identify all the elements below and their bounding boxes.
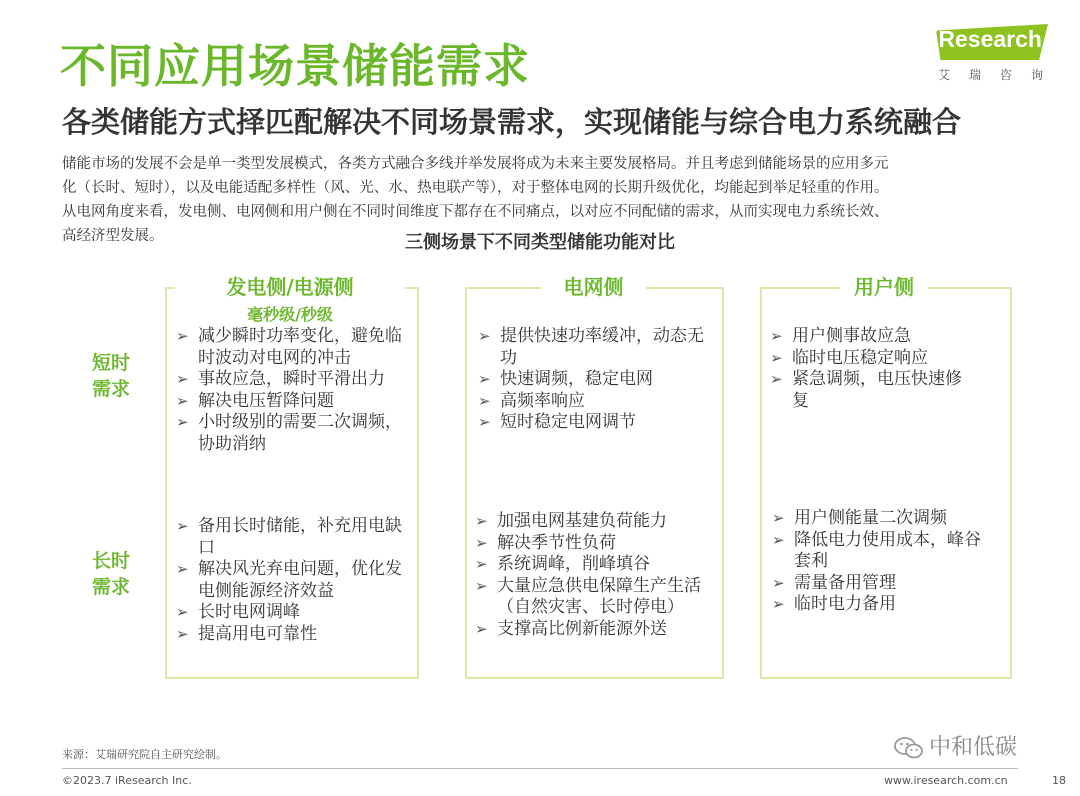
arrow-icon: ➢	[176, 517, 189, 535]
column-topline	[165, 287, 175, 289]
list-item-text: 提高用电可靠性	[198, 623, 317, 644]
arrow-icon: ➢	[176, 370, 189, 388]
arrow-icon: ➢	[176, 413, 189, 431]
logo-subtext: 艾瑞咨询	[938, 68, 1063, 82]
list-item-text: 提供快速功率缓冲，动态无功	[500, 326, 704, 368]
arrow-icon: ➢	[176, 560, 189, 578]
list-item-text: 长时电网调峰	[198, 602, 300, 622]
diagram-title: 三侧场景下不同类型储能功能对比	[405, 232, 675, 253]
list-item-text: 解决风光弃电问题，优化发电侧能源经济效益	[198, 559, 402, 601]
arrow-icon: ➢	[772, 509, 785, 527]
arrow-icon: ➢	[478, 413, 491, 431]
grid-short-list	[478, 326, 710, 434]
grid-long-list	[475, 511, 715, 640]
list-item-text: 小时级别的需要二次调频，协助消纳	[198, 412, 402, 454]
arrow-icon: ➢	[772, 595, 785, 613]
list-item-text: 紧急调频，电压快速修复	[792, 369, 962, 411]
list-item-text: 减少瞬时功率变化，避免临时波动对电网的冲击	[198, 326, 402, 368]
arrow-icon: ➢	[478, 391, 491, 410]
list-item-text: 快速调频，稳定电网	[500, 369, 653, 389]
list-item	[770, 369, 970, 412]
copyright: ©2023.7 iResearch Inc.	[62, 774, 192, 787]
list-item	[176, 326, 408, 369]
list-item	[475, 619, 715, 641]
row-label-long	[88, 548, 134, 600]
list-item-text: 高频率响应	[500, 390, 585, 411]
column-heading-grid: 电网侧	[541, 272, 646, 302]
list-item	[772, 508, 982, 530]
user-short-list	[770, 326, 970, 412]
list-item-text: 临时电力备用	[794, 594, 896, 614]
list-item	[478, 412, 710, 434]
intro-line: 从电网角度来看，发电侧、电网侧和用户侧在不同时间维度下都存在不同痛点，以对应不同配储的需求，从而实现电力系统长效、	[62, 204, 889, 220]
user-long-list	[772, 508, 982, 616]
arrow-icon: ➢	[176, 624, 189, 643]
list-item-text: 事故应急，瞬时平滑出力	[198, 369, 385, 389]
arrow-icon: ➢	[475, 512, 488, 530]
row-label-long-text: 长时 需求	[91, 550, 130, 598]
arrow-icon: ➢	[475, 576, 488, 595]
arrow-icon: ➢	[475, 555, 488, 573]
arrow-icon: ➢	[475, 533, 488, 552]
list-item	[176, 412, 408, 455]
list-item	[772, 573, 982, 595]
column-heading-user: 用户侧	[840, 272, 928, 302]
list-item	[176, 516, 408, 559]
intro-line: 高经济型发展。	[62, 228, 164, 244]
intro-line: 化（长时、短时），以及电能适配多样性（风、光、水、热电联产等），对于整体电网的长期升级优化，均能起到举足轻重的作用。	[62, 180, 889, 196]
intro-line: 储能市场的发展不会是单一类型发展模式，各类方式融合多线并举发展将成为未来主要发展格局。并且考虑到储能场景的应用多元	[62, 156, 889, 172]
list-item-text: 用户侧事故应急	[792, 326, 911, 346]
source-note: 来源：艾瑞研究院自主研究绘制。	[62, 748, 227, 761]
list-item-text: 解决电压暂降问题	[198, 390, 334, 411]
column-topline	[928, 287, 1012, 289]
list-item-text: 降低电力使用成本，峰谷套利	[794, 529, 981, 571]
list-item-text: 短时稳定电网调节	[500, 412, 636, 432]
list-item	[475, 576, 715, 619]
arrow-icon: ➢	[478, 370, 491, 388]
list-item	[475, 533, 715, 555]
column-topline	[405, 287, 419, 289]
list-item-text: 大量应急供电保障生产生活（自然灾害、长时停电）	[497, 575, 701, 617]
footer-divider	[62, 768, 1018, 769]
column-heading-generation: 发电侧/电源侧	[175, 272, 405, 302]
list-item-text: 系统调峰，削峰填谷	[497, 554, 650, 574]
list-item	[478, 391, 710, 413]
list-item-text: 需量备用管理	[794, 572, 896, 593]
arrow-icon: ➢	[176, 603, 189, 621]
wechat-icon	[893, 735, 925, 761]
column-topline	[465, 287, 541, 289]
iresearch-logo	[928, 24, 1063, 82]
arrow-icon: ➢	[770, 370, 783, 388]
row-label-short	[88, 350, 134, 402]
list-item	[478, 326, 710, 369]
website-link[interactable]: www.iresearch.com.cn	[884, 774, 1008, 787]
logo-text: iResearch	[932, 26, 1042, 52]
arrow-icon: ➢	[475, 619, 488, 638]
page-subtitle: 各类储能方式择匹配解决不同场景需求，实现储能与综合电力系统融合	[62, 105, 962, 139]
column-topline	[646, 287, 724, 289]
list-item	[176, 369, 408, 391]
arrow-icon: ➢	[176, 391, 189, 410]
arrow-icon: ➢	[772, 530, 785, 549]
list-item-text: 加强电网基建负荷能力	[497, 511, 667, 531]
arrow-icon: ➢	[772, 573, 785, 592]
arrow-icon: ➢	[770, 348, 783, 367]
list-item	[176, 624, 408, 646]
list-item	[176, 602, 408, 624]
list-item	[176, 391, 408, 413]
list-item	[475, 554, 715, 576]
arrow-icon: ➢	[770, 327, 783, 345]
list-item-text: 临时电压稳定响应	[792, 347, 928, 368]
list-item	[176, 559, 408, 602]
list-item	[770, 348, 970, 370]
column-subheading-generation: 毫秒级/秒级	[247, 305, 333, 324]
watermark-text: 中和低碳	[929, 735, 1018, 760]
list-item	[772, 594, 982, 616]
watermark	[893, 733, 1017, 763]
row-label-short-text: 短时 需求	[91, 352, 130, 400]
list-item-text: 用户侧能量二次调频	[794, 508, 947, 528]
list-item-text: 备用长时储能，补充用电缺口	[198, 516, 402, 558]
list-item	[770, 326, 970, 348]
page-title: 不同应用场景储能需求	[60, 39, 530, 93]
arrow-icon: ➢	[478, 327, 491, 345]
list-item-text: 支撑高比例新能源外送	[497, 618, 667, 639]
column-topline	[760, 287, 840, 289]
list-item	[475, 511, 715, 533]
generation-long-list	[176, 516, 408, 645]
list-item-text: 解决季节性负荷	[497, 532, 616, 553]
arrow-icon: ➢	[176, 327, 189, 345]
list-item	[478, 369, 710, 391]
list-item	[772, 530, 982, 573]
generation-short-list	[176, 326, 408, 455]
page-number: 18	[1052, 774, 1066, 787]
